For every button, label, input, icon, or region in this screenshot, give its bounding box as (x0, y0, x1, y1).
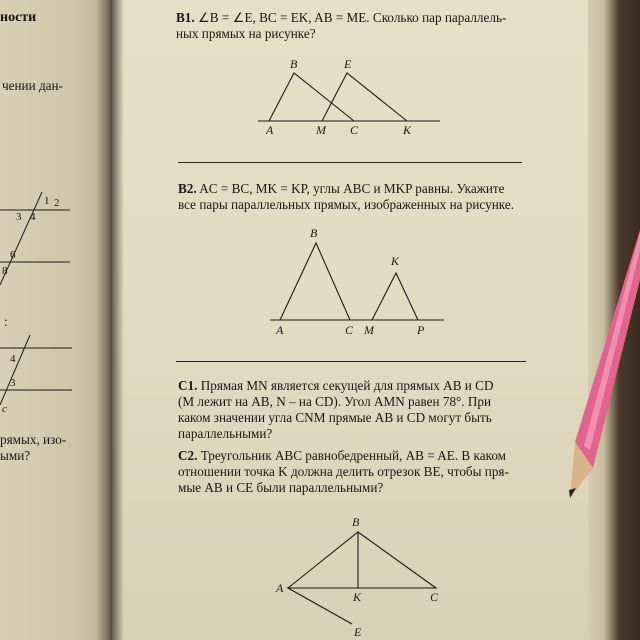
b2-line-2: все пары параллельных прямых, изображенных на рисунке. (178, 197, 514, 212)
c2-point-a: A (276, 581, 284, 595)
b1-point-m: M (316, 123, 326, 137)
left-colon: : (4, 314, 8, 329)
c2-point-k: K (353, 590, 362, 604)
left-fig1-label-8: 8 (2, 265, 8, 277)
b2-label: B2. (178, 181, 197, 196)
b2-point-m: M (364, 323, 374, 337)
b1-line-2: ных прямых на рисунке? (176, 26, 316, 41)
b2-point-p: P (417, 323, 425, 337)
left-line-2: рямых, изо- (0, 432, 67, 447)
c1-line-4: параллельными? (178, 426, 273, 441)
c2-point-b: B (352, 515, 360, 529)
left-line-1: чении дан- (2, 78, 63, 93)
c1-line-3: каком значении угла CNM прямые AB и CD могут быть (178, 410, 492, 425)
b2-point-b: B (310, 226, 318, 240)
b2-line-1: AC = BC, MK = KP, углы ABC и MKP равны. Укажите (199, 181, 505, 196)
left-fig1-label-1: 1 (44, 195, 50, 207)
b1-point-a: A (266, 123, 274, 137)
c2-label: C2. (178, 448, 198, 463)
left-fig1-label-6: 6 (10, 249, 16, 261)
left-fig1-label-4: 4 (30, 211, 36, 223)
c2-line-1: Треугольник ABC равнобедренный, AB = AE. В каком (200, 448, 507, 463)
left-fig2-label-c: c (2, 403, 7, 415)
b1-label: B1. (176, 10, 195, 25)
b1-point-e: E (344, 57, 352, 71)
left-fig2-label-4: 4 (10, 353, 16, 365)
b1-point-c: C (350, 123, 359, 137)
c2-point-c: C (430, 590, 439, 604)
left-fig2-label-3: 3 (10, 377, 16, 389)
b1-line-1: ∠B = ∠E, BC = EK, AB = ME. Сколько пар параллель- (197, 10, 507, 25)
pencil-body (575, 230, 640, 468)
c2-line-3: мые AB и CE были параллельными? (178, 480, 384, 495)
left-fig1-label-3: 3 (16, 211, 22, 223)
left-header: ности (0, 10, 37, 25)
left-fig1-label-2: 2 (54, 197, 60, 209)
b1-point-k: K (403, 123, 412, 137)
left-line-3: ыми? (0, 448, 31, 463)
pencil-lead (569, 488, 576, 498)
b2-point-k: K (391, 254, 400, 268)
c2-line-2: отношении точка K должна делить отрезок BE, чтобы пря- (178, 464, 509, 479)
b2-point-c: C (345, 323, 354, 337)
c1-label: C1. (178, 378, 198, 393)
pencil-highlight (584, 232, 640, 450)
c1-line-2: (M лежит на AB, N – на CD). Угол AMN равен 78°. При (178, 394, 492, 409)
b2-point-a: A (276, 323, 284, 337)
b1-point-b: B (290, 57, 298, 71)
c1-line-1: Прямая MN является секущей для прямых AB и CD (200, 378, 494, 393)
c2-point-e: E (354, 625, 362, 639)
